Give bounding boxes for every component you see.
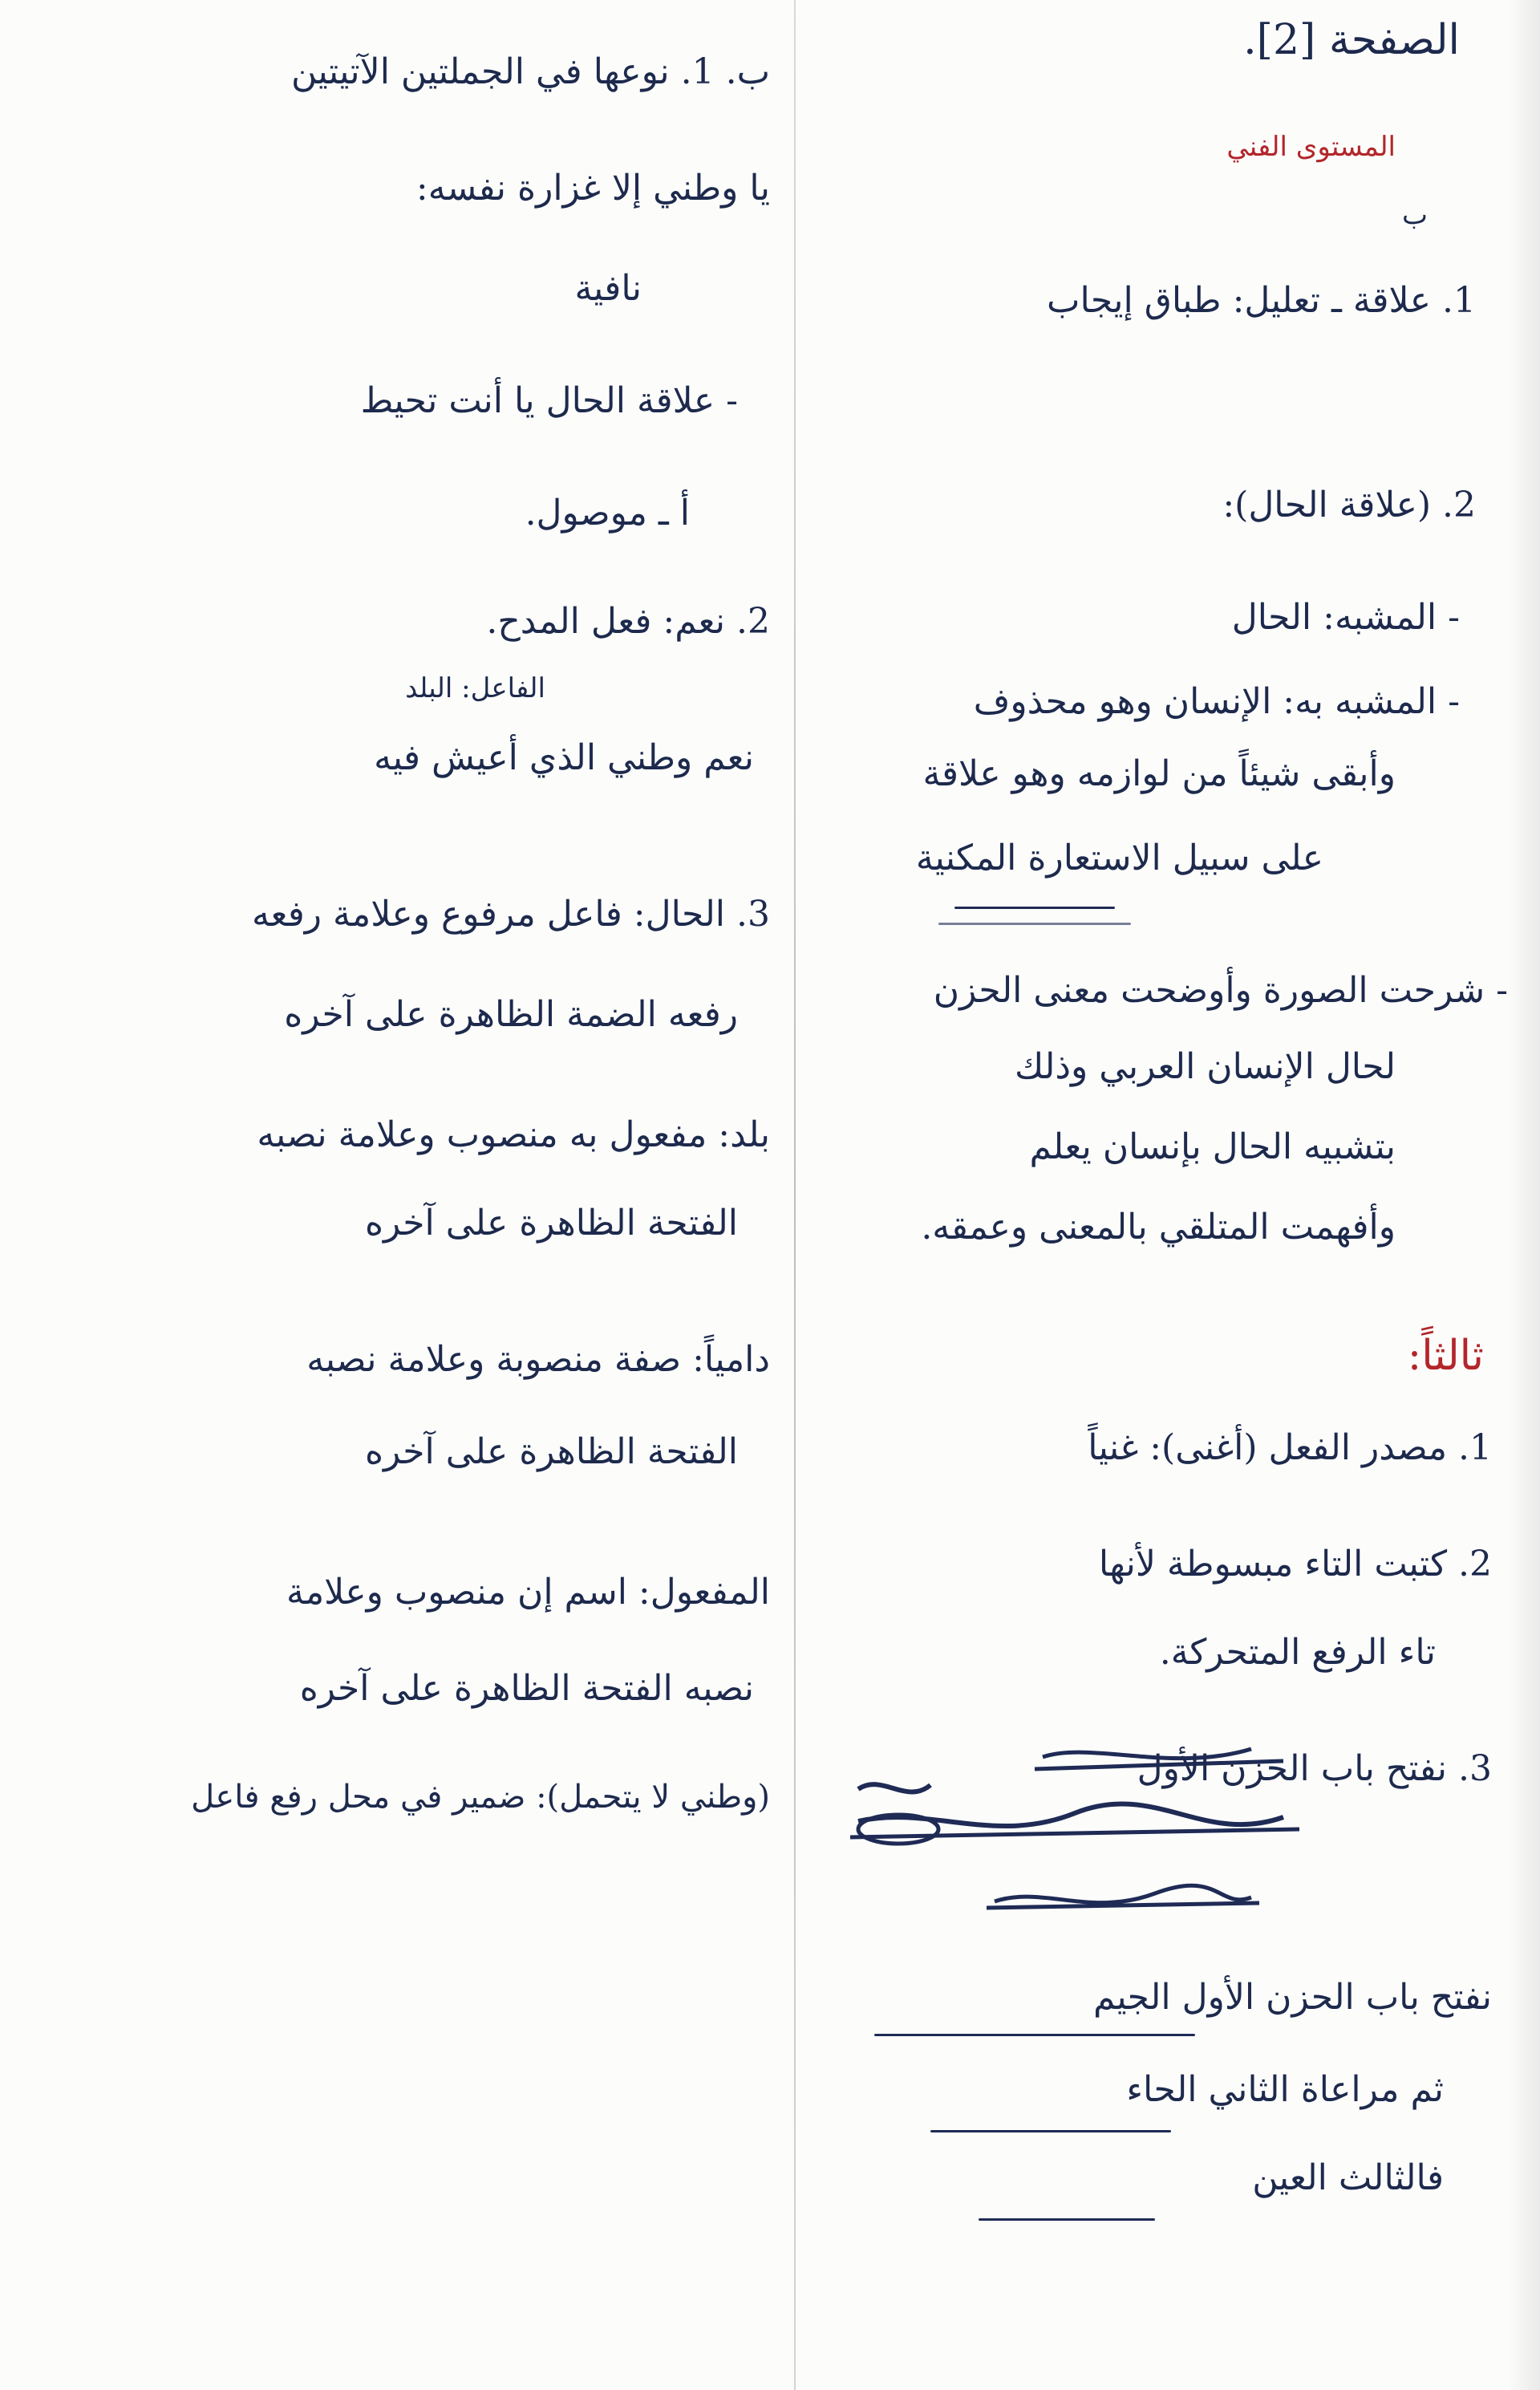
right-item-6: على سبيل الاستعارة المكنية (915, 838, 1323, 878)
right-item-8: لحال الإنسان العربي وذلك (1014, 1046, 1396, 1087)
left-item-4: - علاقة الحال يا أنت تحيط (360, 380, 738, 421)
left-item-17: (وطني لا يتحمل): ضمير في محل رفع فاعل (191, 1779, 770, 1816)
underline-5 (979, 2218, 1155, 2221)
left-item-12: الفتحة الظاهرة على آخره (364, 1203, 738, 1244)
left-item-9: 3. الحال: فاعل مرفوع وعلامة رفعه (251, 894, 770, 935)
underline-2 (938, 923, 1131, 925)
left-item-13: دامياً: صفة منصوبة وعلامة نصبه (306, 1339, 770, 1380)
section3-item-4: 3. نفتح باب الحزن الأول (1137, 1748, 1492, 1789)
section-label: المستوى الفني (1226, 131, 1396, 163)
left-item-5: أ ـ موصول. (525, 493, 690, 534)
right-item-9: بتشبيه الحال بإنسان يعلم (1029, 1126, 1396, 1167)
right-item-10: وأفهمت المتلقي بالمعنى وعمقه. (921, 1207, 1396, 1248)
column-divider (794, 0, 796, 2390)
section3-item-6: ثم مراعاة الثاني الحاء (1126, 2069, 1444, 2110)
right-item-1: 1. علاقة ـ تعليل: طباق إيجاب (1047, 280, 1476, 321)
left-item-14: الفتحة الظاهرة على آخره (364, 1431, 738, 1472)
left-item-1: ب. 1. نوعها في الجملتين الآتيتين (291, 51, 770, 92)
section3-title: ثالثاً: (1407, 1332, 1484, 1380)
left-item-10: رفعه الضمة الظاهرة على آخره (284, 994, 738, 1035)
left-item-16: نصبه الفتحة الظاهرة على آخره (299, 1668, 754, 1709)
right-item-5: وأبقى شيئاً من لوازمه وهو علاقة (922, 753, 1396, 794)
section3-item-5: نفتح باب الحزن الأول الجيم (1093, 1977, 1492, 2018)
left-item-3: نافية (574, 268, 642, 309)
section3-item-2: 2. كتبت التاء مبسوطة لأنها (1098, 1544, 1492, 1585)
section3-item-7: فالثالث العين (1252, 2157, 1444, 2198)
page-header: الصفحة [2]. (1243, 16, 1460, 64)
left-item-15: المفعول: اسم إن منصوب وعلامة (286, 1572, 770, 1613)
underline-1 (954, 907, 1115, 909)
letter-b: ب (1401, 199, 1428, 231)
left-item-7: الفاعل: البلد (405, 672, 545, 704)
left-column (16, 0, 786, 2390)
right-item-7: - شرحت الصورة وأوضحت معنى الحزن (933, 970, 1508, 1011)
left-item-2: يا وطني إلا غزارة نفسه: (415, 168, 770, 209)
right-column (802, 0, 1524, 2390)
right-item-2: 2. (علاقة الحال): (1222, 485, 1476, 525)
left-item-6: 2. نعم: فعل المدح. (486, 601, 770, 642)
left-item-11: بلد: مفعول به منصوب وعلامة نصبه (257, 1114, 770, 1155)
underline-3 (874, 2034, 1195, 2036)
right-item-3: - المشبه: الحال (1231, 597, 1460, 638)
right-item-4: - المشبه به: الإنسان وهو محذوف (973, 681, 1460, 722)
section3-item-3: تاء الرفع المتحركة. (1159, 1632, 1436, 1673)
underline-4 (930, 2130, 1171, 2132)
section3-item-1: 1. مصدر الفعل (أغنى): غنياً (1088, 1427, 1492, 1468)
left-item-8: نعم وطني الذي أعيش فيه (374, 737, 754, 778)
